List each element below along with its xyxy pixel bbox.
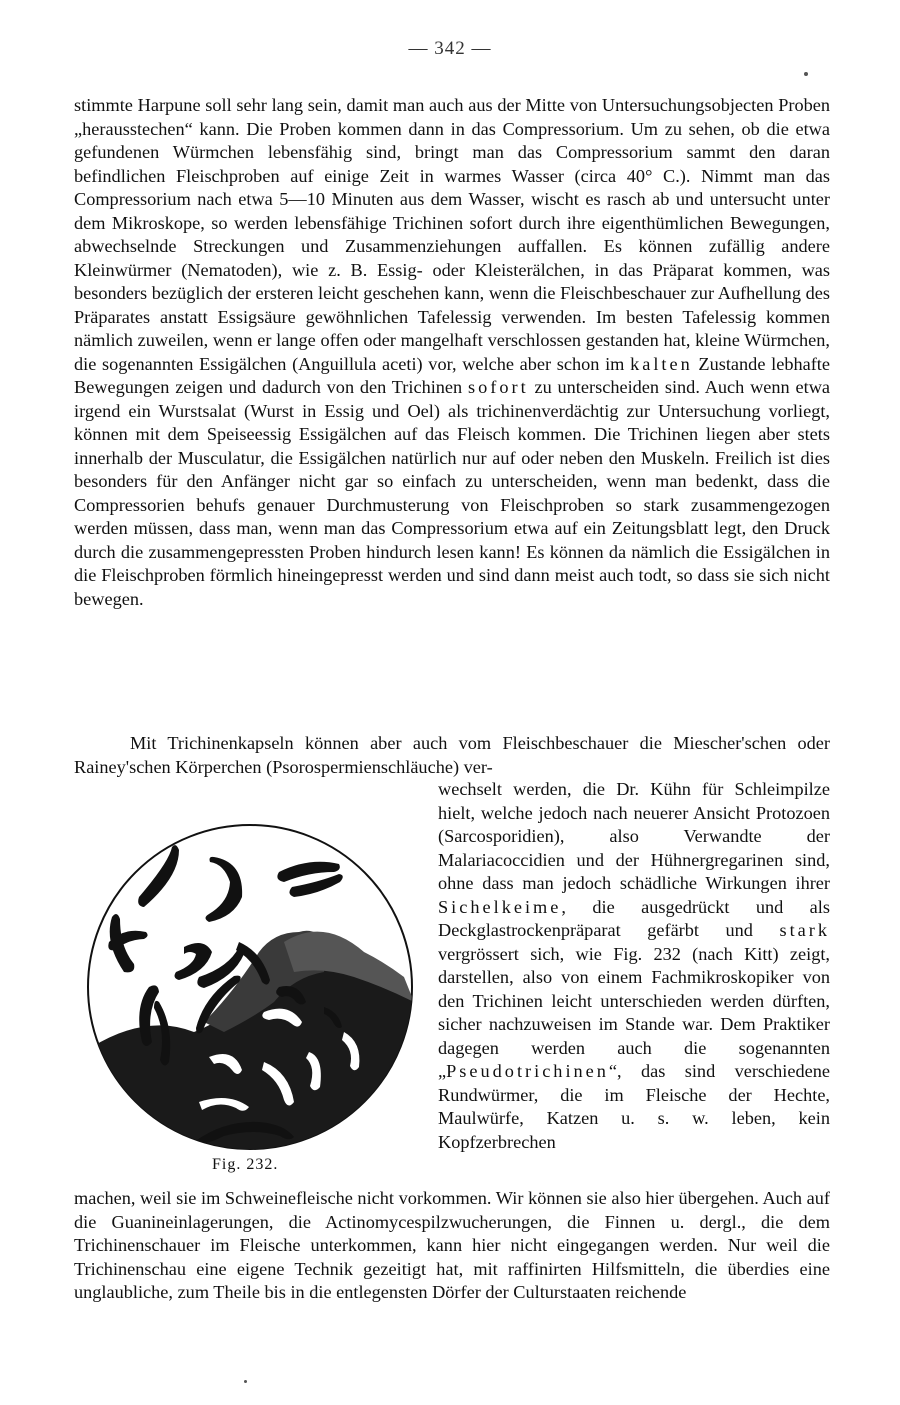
body-paragraph-2-wrap (438, 778, 830, 1154)
page-number: — 342 — (408, 38, 492, 59)
text-run: , die ausgedrückt und als Deckglastrockenpräparat gefärbt und (438, 896, 830, 940)
print-speck (244, 1380, 247, 1383)
figure-232-illustration (84, 802, 414, 1182)
body-paragraph-2-intro: Mit Trichinenkapseln können aber auch vom Fleischbeschauer die Miescher'schen oder Rainey'schen Körperchen (Psorospermienschläuche) ver- (74, 733, 830, 777)
emphasis-spaced: Sichelkeime (438, 896, 562, 917)
emphasis-spaced: Pseudotrichinen (446, 1061, 609, 1081)
text-run: stimmte Harpune soll sehr lang sein, damit man auch aus der Mitte von Untersuchungsobjecten Proben „herausstechen“ kann. Die Proben kommen dann in das Compressorium. Um zu sehen, ob die etwa gefundenen Würmchen lebensfähig sind, bringt man das Compressorium sammt den daran befindlichen Fleischproben auf einige Zeit in warmes Wasser (circa 40° C.). Nimmt man das Compressorium nach etwa 5—10 Minuten aus dem Wasser, wischt es rasch ab und untersucht unter dem Mikroskope, so werden lebensfähige Trichinen sofort durch ihre eigenthümlichen Bewegungen, abwechselnde Streckungen und Zusammenziehungen auffallen. Es können zufällig andere Kleinwürmer (Nematoden), wie z. B. Essig- oder Kleisterälchen, in das Präparat kommen, was besonders bezüglich der ersteren leicht geschehen kann, wenn die Fleischbeschauer zur Aufhellung des Präparates anstatt Essigsäure gewöhnlichen Tafelessig verwenden. Im besten Tafelessig kommen nämlich zuweilen, wenn er lange offen oder mangelhaft verschlossen gestanden hat, kleine Würmchen, die sogenannten Essigälchen (Anguillula aceti) vor, welche aber schon im (74, 95, 830, 374)
emphasis-spaced: stark (779, 920, 830, 940)
body-paragraph-1 (74, 94, 830, 611)
emphasis-spaced: kalten (630, 353, 693, 374)
emphasis-spaced: sofort (468, 377, 529, 397)
microscope-field-image (84, 802, 414, 1152)
text-run: wechselt werden, die Dr. Kühn für Schleimpilze hielt, welche jedoch nach neuerer Ansicht Protozoen (Sarcosporidien), also Verwandte der Malariacoccidien und der Hühnergregarinen sind, ohne dass man jedoch schädliche Wirkungen ihrer (438, 779, 830, 893)
figure-caption: Fig. 232. (212, 1156, 279, 1173)
text-run: “, das sind verschiedene Rundwürmer, die im Fleische der Hechte, Maulwürfe, Katzen u. s. w. leben, kein Kopfzerbrechen (438, 1061, 830, 1152)
text-run: vergrössert sich, wie Fig. 232 (nach Kitt) zeigt, darstellen, also von einem Fachmikroskopiker von den Trichinen leicht unterschieden werden dürften, sicher nachzuweisen im Stande war. Dem Praktiker dagegen werden auch die sogenannten „ (438, 943, 830, 1081)
text-run: Zustande lebhafte Bewegungen zeigen und dadurch von den Trichinen (74, 353, 830, 397)
body-paragraph-3: machen, weil sie im Schweinefleische nicht vorkommen. Wir können sie also hier übergehen. Auch auf die Guanineinlagerungen, die Actinomycespilzwucherungen, die Finnen u. dergl., die dem Trichinenschauer im Fleische unterkommen, kann hier nicht eingegangen werden. Nur weil die Trichinenschau eine eigene Technik gezeitigt hat, mit raffinirten Hilfsmitteln, die überdies eine unglaubliche, zum Theile bis in die entlegensten Dörfer der Culturstaaten reichende (74, 1188, 830, 1302)
print-speck (804, 72, 808, 76)
text-run: zu unterscheiden sind. Auch wenn etwa irgend ein Wurstsalat (Wurst in Essig und Oel) als trichinenverdächtig zur Untersuchung vorliegt, können mit dem Speiseessig Essigälchen auf das Fleisch kommen. Die Trichinen liegen aber stets innerhalb der Musculatur, die Essigälchen natürlich nur auf oder neben den Muskeln. Freilich ist dies besonders für den Anfänger nicht gar so einfach zu unterscheiden, wenn man bedenkt, dass die Compressorien behufs genauer Durchmusterung von Fleischproben so stark zusammengezogen werden müssen, dass man, wenn man das Compressorium etwa auf ein Zeitungsblatt legt, den Druck durch die zusammengepressten Proben hindurch lesen kann! Es können da nämlich die Essigälchen in die Fleischproben förmlich hineingepresst werden und sind dann meist auch todt, so dass sie sich nicht bewegen. (74, 377, 831, 609)
